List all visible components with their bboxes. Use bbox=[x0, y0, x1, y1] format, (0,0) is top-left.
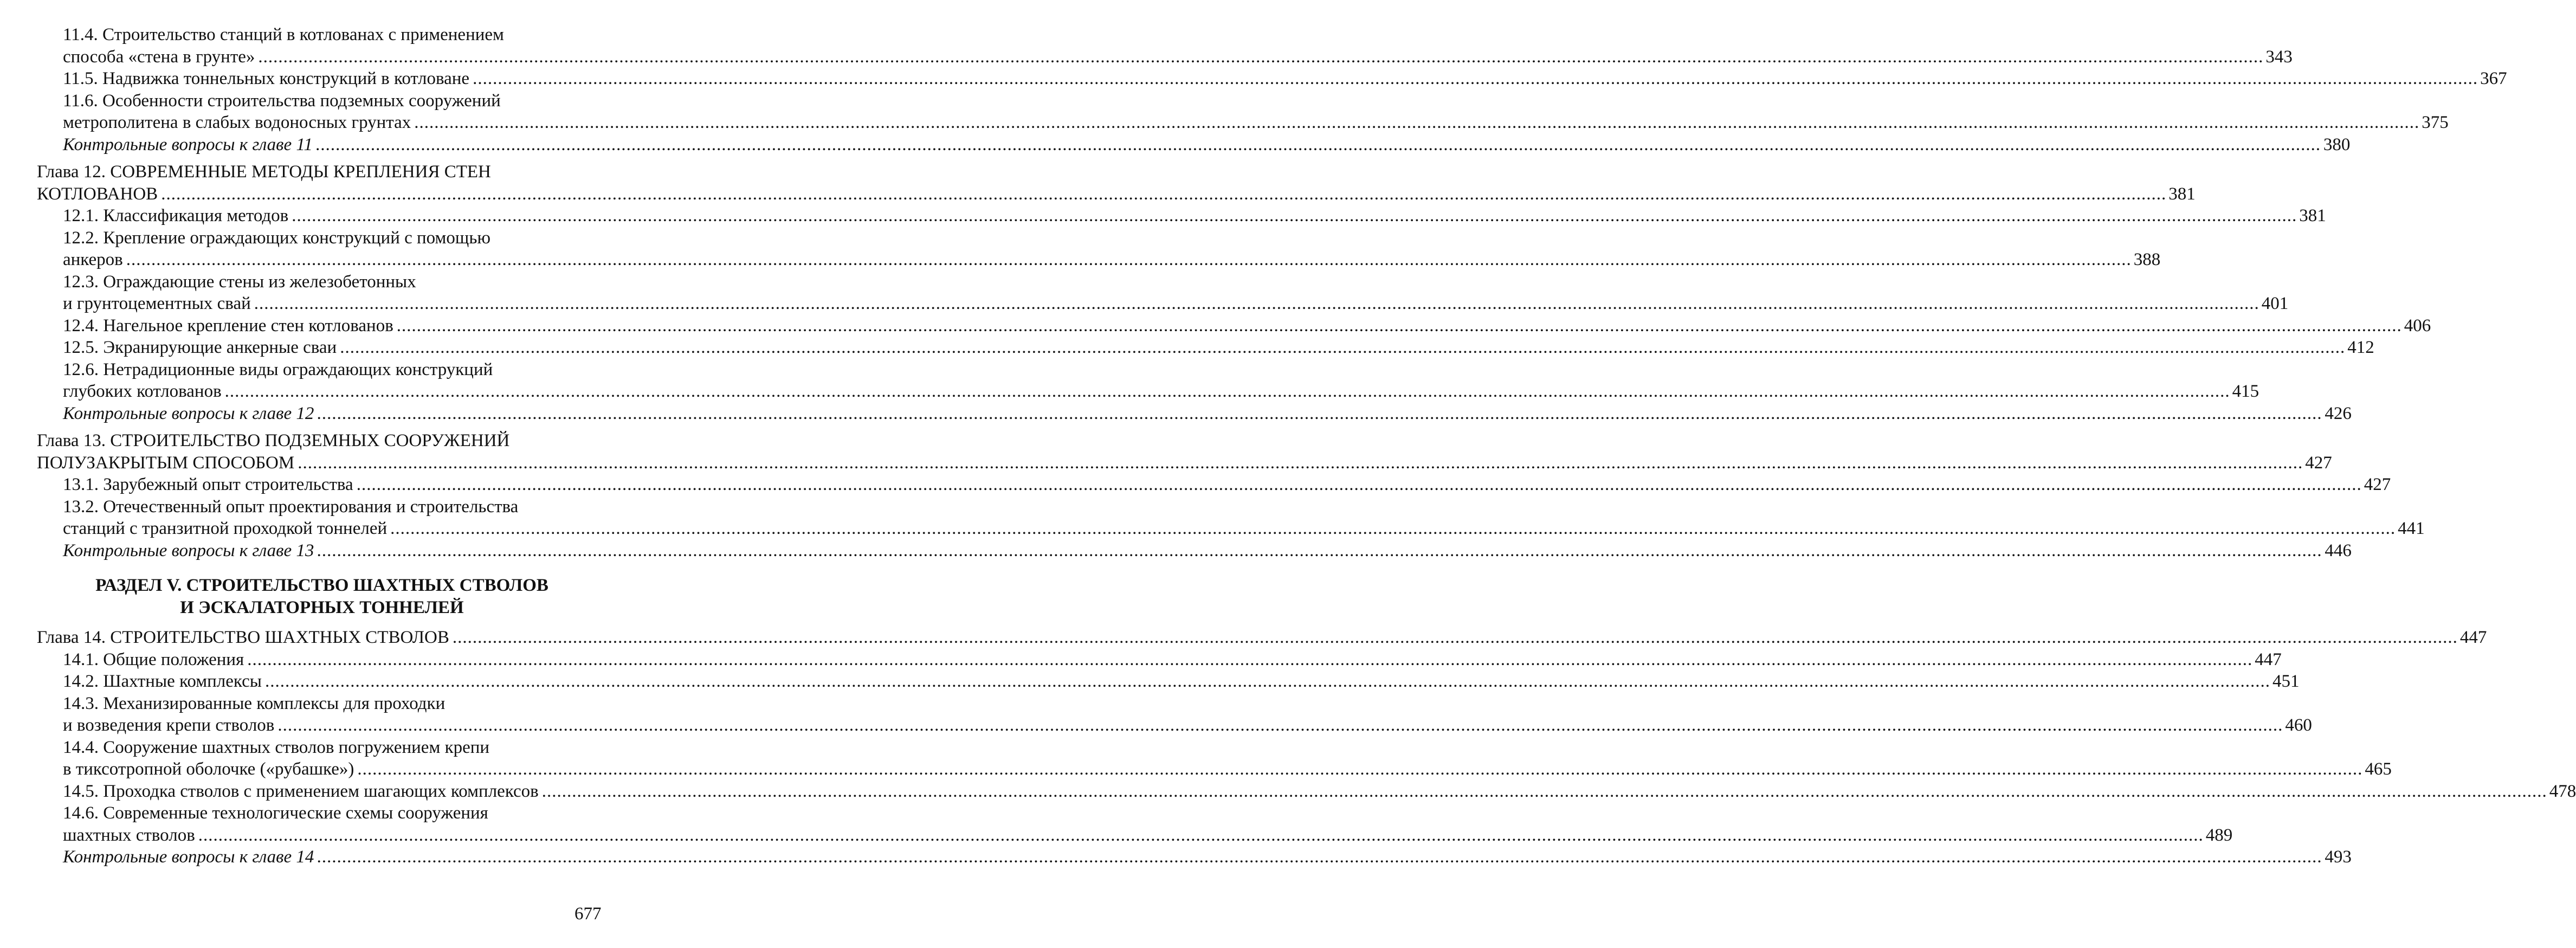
toc-entry-question[interactable] bbox=[37, 403, 2352, 425]
dot-leader: ................................................................................................................................................................................................................................................................................................................................................................................................................ bbox=[277, 715, 2283, 735]
toc-entry-section[interactable] bbox=[37, 781, 2576, 803]
toc-entry-page: 381 bbox=[2299, 206, 2326, 225]
toc-entry-section[interactable] bbox=[37, 693, 2312, 737]
toc-entry-chapter[interactable] bbox=[37, 430, 2332, 474]
toc-entry-title-line: 11.4. Строительство станций в котлованах с применением bbox=[63, 25, 504, 44]
toc-entry-section[interactable] bbox=[37, 90, 2449, 134]
dot-leader: ................................................................................................................................................................................................................................................................................................................................................................................................................ bbox=[247, 649, 2253, 669]
dot-leader: ................................................................................................................................................................................................................................................................................................................................................................................................................ bbox=[224, 382, 2230, 401]
toc-entry-title-line: КОТЛОВАНОВ bbox=[37, 184, 158, 204]
toc-entry-page: 427 bbox=[2305, 453, 2332, 473]
toc-entry-section[interactable] bbox=[37, 649, 2282, 671]
toc-entry-leader-row bbox=[63, 381, 2259, 403]
toc-entry-title-line: Контрольные вопросы к главе 12 bbox=[63, 403, 314, 423]
page-number: 677 bbox=[574, 904, 602, 924]
toc-entry-page: 343 bbox=[2265, 47, 2293, 67]
toc-entry-question[interactable] bbox=[37, 134, 2351, 156]
toc-entry-leader-row bbox=[63, 46, 2293, 68]
dot-leader: ................................................................................................................................................................................................................................................................................................................................................................................................................ bbox=[473, 69, 2478, 88]
toc-entry-page: 447 bbox=[2459, 628, 2487, 647]
dot-leader: ................................................................................................................................................................................................................................................................................................................................................................................................................ bbox=[126, 250, 2132, 269]
toc-entry-section[interactable] bbox=[37, 315, 2431, 337]
toc-entry-leader-row bbox=[63, 714, 2312, 737]
toc-entry-title-line: 14.5. Проходка стволов с применением шагающих комплексов bbox=[63, 781, 539, 801]
toc-entry-page: 478 bbox=[2549, 781, 2576, 801]
toc-entry-leader-row bbox=[63, 403, 2352, 425]
toc-entry-page: 375 bbox=[2422, 113, 2449, 132]
toc-entry-question[interactable] bbox=[37, 846, 2352, 868]
toc-entry-leader-row bbox=[63, 649, 2282, 671]
toc-entry-title-line: 14.1. Общие положения bbox=[63, 649, 244, 669]
toc-entry-leader-row bbox=[63, 205, 2326, 227]
dot-leader: ................................................................................................................................................................................................................................................................................................................................................................................................................ bbox=[161, 184, 2167, 204]
toc-entry-leader-row bbox=[63, 670, 2300, 693]
dot-leader: ................................................................................................................................................................................................................................................................................................................................................................................................................ bbox=[315, 134, 2321, 154]
toc-entry-page: 447 bbox=[2255, 649, 2282, 669]
toc-entry-leader-row bbox=[63, 112, 2449, 134]
toc-entry-page: 427 bbox=[2364, 475, 2391, 494]
toc-entry-leader-row bbox=[63, 518, 2425, 540]
toc-entry-title-line: 13.1. Зарубежный опыт строительства bbox=[63, 475, 353, 494]
toc-entry-leader-row bbox=[63, 68, 2507, 90]
toc-entry-page: 465 bbox=[2365, 759, 2392, 779]
toc-entry-section[interactable] bbox=[37, 24, 2293, 68]
toc-entry-section[interactable] bbox=[37, 271, 2289, 315]
toc-entry-leader-row bbox=[63, 781, 2576, 803]
dot-leader: ................................................................................................................................................................................................................................................................................................................................................................................................................ bbox=[258, 47, 2264, 67]
toc-entry-title-line: 13.2. Отечественный опыт проектирования и строительства bbox=[63, 496, 519, 517]
toc-entry-title-line: 12.5. Экранирующие анкерные сваи bbox=[63, 338, 337, 357]
toc-entry-title-line: станций с транзитной проходкой тоннелей bbox=[63, 519, 388, 538]
toc-entry-page: 441 bbox=[2398, 519, 2425, 538]
toc-entry-title-line: анкеров bbox=[63, 250, 123, 269]
toc-entry-title-line: способа «стена в грунте» bbox=[63, 47, 255, 67]
toc-entry-section[interactable] bbox=[37, 496, 2425, 540]
dot-leader: ................................................................................................................................................................................................................................................................................................................................................................................................................ bbox=[292, 206, 2297, 225]
toc-entry-title-line: метрополитена в слабых водоносных грунтах bbox=[63, 113, 411, 132]
toc-entry-page: 451 bbox=[2272, 672, 2300, 691]
dot-leader: ................................................................................................................................................................................................................................................................................................................................................................................................................ bbox=[317, 847, 2323, 867]
part-heading bbox=[37, 575, 607, 619]
toc-entry-page: 381 bbox=[2168, 184, 2196, 204]
dot-leader: ................................................................................................................................................................................................................................................................................................................................................................................................................ bbox=[541, 781, 2547, 801]
toc-entry-title-line: 11.6. Особенности строительства подземных сооружений bbox=[63, 91, 501, 111]
part-heading-line: РАЗДЕЛ V. СТРОИТЕЛЬСТВО ШАХТНЫХ СТВОЛОВ bbox=[95, 576, 548, 595]
toc-entry-leader-row bbox=[63, 315, 2431, 337]
toc-entry-title-line: Контрольные вопросы к главе 13 bbox=[63, 540, 314, 560]
toc-entry-title-line: Глава 12. СОВРЕМЕННЫЕ МЕТОДЫ КРЕПЛЕНИЯ СТЕН bbox=[37, 162, 491, 182]
toc-entry-section[interactable] bbox=[37, 205, 2326, 227]
part-heading-line: И ЭСКАЛАТОРНЫХ ТОННЕЛЕЙ bbox=[180, 598, 464, 617]
toc-entry-leader-row bbox=[63, 249, 2161, 271]
toc-entry-section[interactable] bbox=[37, 737, 2392, 781]
toc-entry-title-line: шахтных стволов bbox=[63, 825, 195, 845]
toc-entry-leader-row bbox=[63, 293, 2289, 315]
toc-entry-section[interactable] bbox=[37, 670, 2300, 693]
dot-leader: ................................................................................................................................................................................................................................................................................................................................................................................................................ bbox=[414, 113, 2420, 132]
toc-entry-leader-row bbox=[37, 627, 2487, 649]
toc-entry-title-line: 14.2. Шахтные комплексы bbox=[63, 672, 262, 691]
toc-entry-chapter[interactable] bbox=[37, 627, 2487, 649]
toc-entry-leader-row bbox=[63, 134, 2351, 156]
toc-entry-title-line: 11.5. Надвижка тоннельных конструкций в котловане bbox=[63, 69, 470, 88]
toc-entry-title-line: Контрольные вопросы к главе 14 bbox=[63, 847, 314, 867]
toc-entry-title-line: 12.1. Классификация методов bbox=[63, 206, 289, 225]
toc-entry-chapter[interactable] bbox=[37, 161, 2196, 205]
toc-entry-section[interactable] bbox=[37, 337, 2374, 359]
toc-entry-title-line: 14.3. Механизированные комплексы для проходки bbox=[63, 693, 446, 713]
toc-entry-title-line: и возведения крепи стволов bbox=[63, 715, 275, 735]
toc-entry-page: 493 bbox=[2325, 847, 2352, 867]
dot-leader: ................................................................................................................................................................................................................................................................................................................................................................................................................ bbox=[356, 475, 2362, 494]
toc-entry-leader-row bbox=[37, 183, 2196, 205]
toc-entry-page: 388 bbox=[2133, 250, 2161, 269]
toc-entry-title-line: Контрольные вопросы к главе 11 bbox=[63, 134, 313, 154]
dot-leader: ................................................................................................................................................................................................................................................................................................................................................................................................................ bbox=[298, 453, 2303, 473]
toc-entry-title-line: 14.6. Современные технологические схемы сооружения bbox=[63, 803, 488, 823]
toc-entry-section[interactable] bbox=[37, 802, 2233, 846]
dot-leader: ................................................................................................................................................................................................................................................................................................................................................................................................................ bbox=[264, 672, 2270, 691]
toc-entry-page: 415 bbox=[2232, 382, 2259, 401]
toc-entry-page: 401 bbox=[2261, 294, 2289, 313]
toc-entry-leader-row bbox=[63, 758, 2392, 781]
toc-entry-title-line: 14.4. Сооружение шахтных стволов погружением крепи bbox=[63, 737, 490, 757]
toc-entry-question[interactable] bbox=[37, 540, 2352, 562]
dot-leader: ................................................................................................................................................................................................................................................................................................................................................................................................................ bbox=[317, 540, 2323, 560]
toc-entry-title-line: Глава 14. СТРОИТЕЛЬСТВО ШАХТНЫХ СТВОЛОВ bbox=[37, 628, 449, 647]
toc-entry-leader-row bbox=[63, 824, 2233, 847]
toc-entry-leader-row bbox=[63, 846, 2352, 868]
toc-entry-title-line: 12.4. Нагельное крепление стен котлованов bbox=[63, 315, 393, 336]
toc-entry-title-line: 12.6. Нетрадиционные виды ограждающих конструкций bbox=[63, 359, 493, 379]
toc-entry-leader-row bbox=[63, 540, 2352, 562]
toc-entry-page: 380 bbox=[2323, 134, 2351, 154]
toc-entry-section[interactable] bbox=[37, 474, 2391, 496]
toc-entry-page: 367 bbox=[2480, 69, 2507, 88]
toc-entry-page: 412 bbox=[2347, 338, 2374, 357]
toc-entry-section[interactable] bbox=[37, 359, 2259, 403]
toc-entry-page: 489 bbox=[2205, 825, 2233, 845]
toc-entry-leader-row bbox=[37, 452, 2332, 474]
table-of-contents bbox=[37, 24, 2576, 868]
dot-leader: ................................................................................................................................................................................................................................................................................................................................................................................................................ bbox=[340, 338, 2346, 357]
toc-entry-title-line: и грунтоцементных свай bbox=[63, 294, 251, 313]
dot-leader: ................................................................................................................................................................................................................................................................................................................................................................................................................ bbox=[254, 294, 2259, 313]
dot-leader: ................................................................................................................................................................................................................................................................................................................................................................................................................ bbox=[452, 628, 2458, 647]
toc-entry-page: 426 bbox=[2325, 403, 2352, 423]
toc-entry-leader-row bbox=[63, 474, 2391, 496]
toc-entry-section[interactable] bbox=[37, 227, 2161, 271]
toc-entry-page: 406 bbox=[2404, 315, 2431, 336]
toc-entry-title-line: 12.2. Крепление ограждающих конструкций с помощью bbox=[63, 228, 491, 248]
toc-entry-section[interactable] bbox=[37, 68, 2507, 90]
toc-entry-title-line: ПОЛУЗАКРЫТЫМ СПОСОБОМ bbox=[37, 453, 295, 473]
toc-entry-title-line: 12.3. Ограждающие стены из железобетонных bbox=[63, 272, 416, 292]
toc-entry-title-line: в тиксотропной оболочке («рубашке») bbox=[63, 759, 354, 779]
dot-leader: ................................................................................................................................................................................................................................................................................................................................................................................................................ bbox=[390, 519, 2396, 538]
dot-leader: ................................................................................................................................................................................................................................................................................................................................................................................................................ bbox=[357, 759, 2363, 779]
dot-leader: ................................................................................................................................................................................................................................................................................................................................................................................................................ bbox=[198, 825, 2204, 845]
dot-leader: ................................................................................................................................................................................................................................................................................................................................................................................................................ bbox=[396, 315, 2402, 336]
toc-entry-title-line: глубоких котлованов bbox=[63, 382, 222, 401]
toc-entry-page: 460 bbox=[2285, 715, 2312, 735]
toc-entry-page: 446 bbox=[2325, 540, 2352, 560]
toc-entry-title-line: Глава 13. СТРОИТЕЛЬСТВО ПОДЗЕМНЫХ СООРУЖЕНИЙ bbox=[37, 431, 510, 450]
dot-leader: ................................................................................................................................................................................................................................................................................................................................................................................................................ bbox=[317, 403, 2323, 423]
toc-entry-leader-row bbox=[63, 337, 2374, 359]
